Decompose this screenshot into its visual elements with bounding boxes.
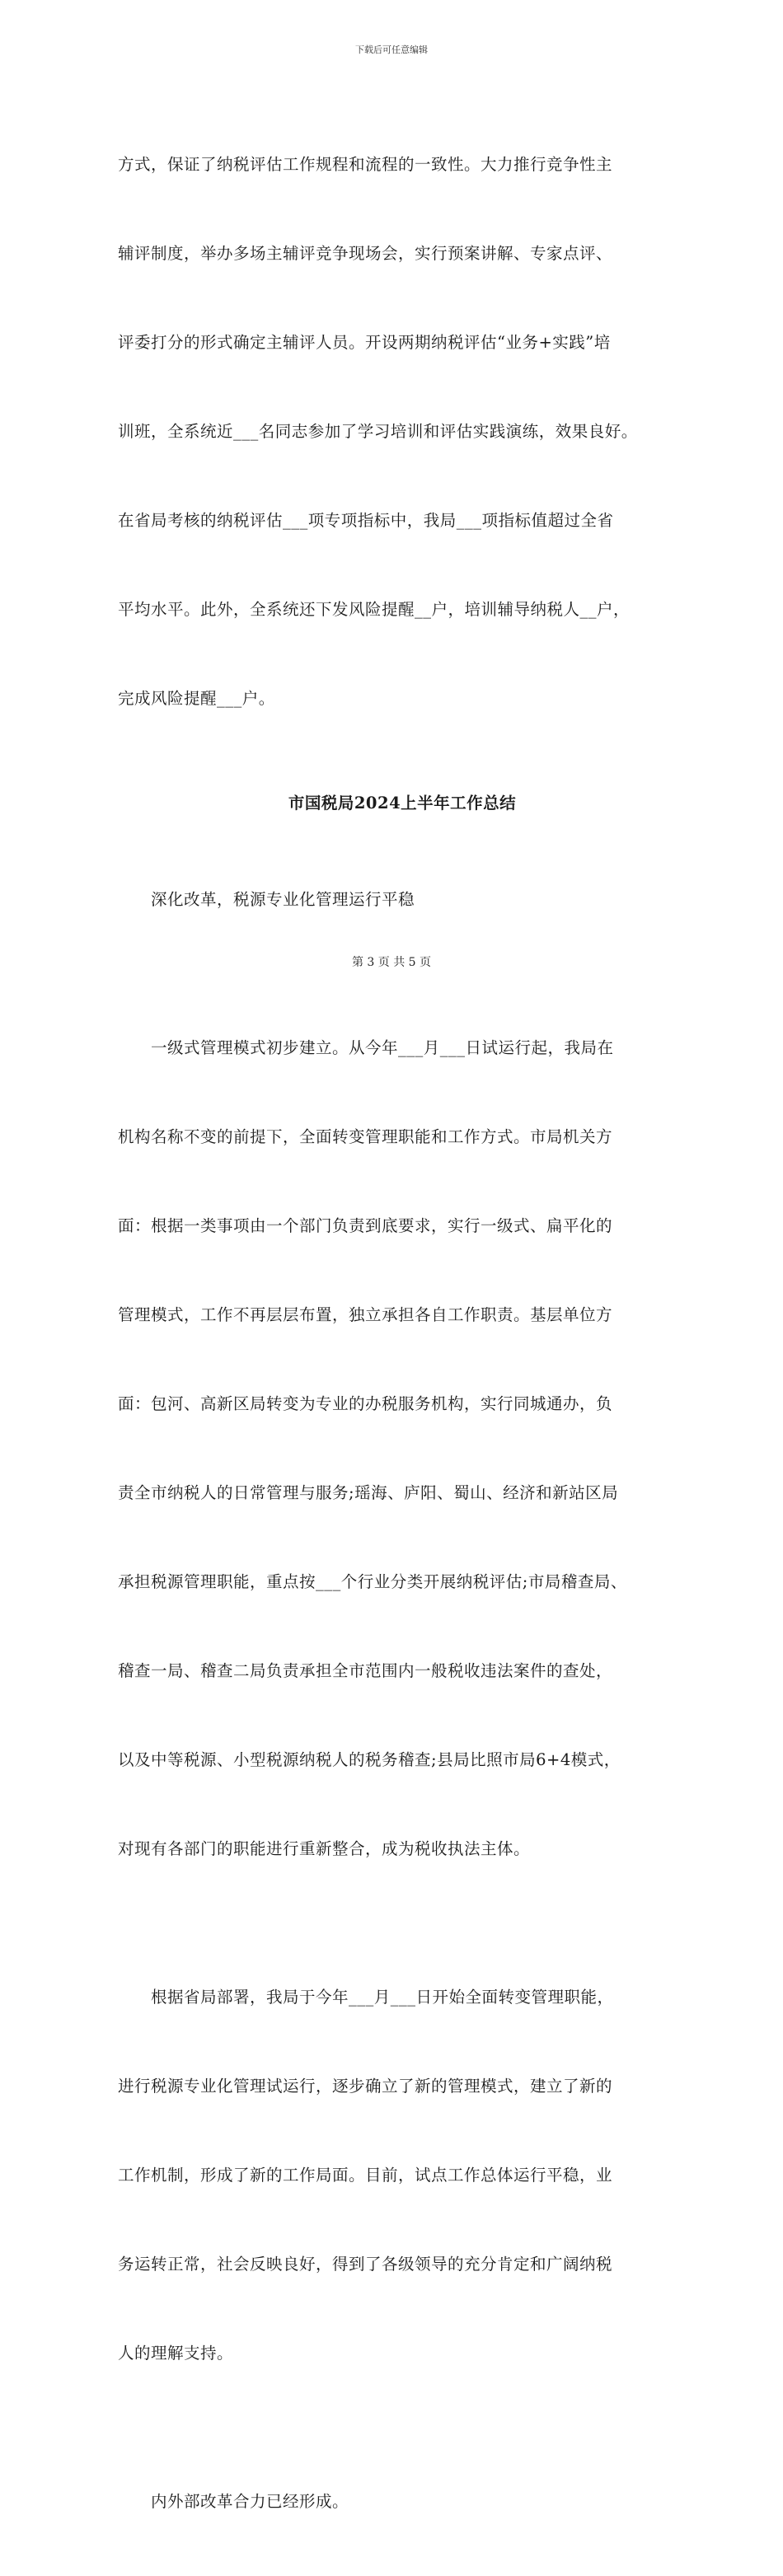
text-line: 完成风险提醒___户。: [118, 689, 275, 708]
text-line: 平均水平。此外，全系统还下发风险提醒__户，培训辅导纳税人__户，: [118, 600, 631, 619]
intro-paragraph: [118, 91, 687, 773]
text-line: 稽查一局、稽查二局负责承担全市范围内一般税收违法案件的查处，: [118, 1661, 613, 1680]
document-title: 市国税局2024上半年工作总结: [288, 794, 517, 813]
text-line: 面：包河、高新区局转变为专业的办税服务机构，实行同城通办，负: [118, 1394, 613, 1413]
text-line: 训班，全系统近___名同志参加了学习培训和评估实践演练，效果良好。: [118, 422, 638, 441]
text-line: 内外部改革合力已经形成。: [151, 2492, 349, 2511]
paragraph-1: [118, 974, 687, 1923]
page-header-note: 下载后可任意编辑: [355, 44, 428, 55]
text-line: 评委打分的形式确定主辅评人员。开设两期纳税评估“业务+实践”培: [118, 333, 611, 352]
text-line: 进行税源专业化管理试运行，逐步确立了新的管理模式，建立了新的: [118, 2077, 613, 2096]
text-line: 责全市纳税人的日常管理与服务;瑶海、庐阳、蜀山、经济和新站区局: [118, 1483, 619, 1502]
page-number: 第 3 页 共 5 页: [351, 956, 432, 969]
text-line: 方式，保证了纳税评估工作规程和流程的一致性。大力推行竞争性主: [118, 155, 613, 174]
text-line: 承担税源管理职能，重点按___个行业分类开展纳税评估;市局稽查局、: [118, 1572, 627, 1591]
text-line: 务运转正常，社会反映良好，得到了各级领导的充分肯定和广阔纳税: [118, 2255, 613, 2274]
text-line: 以及中等税源、小型税源纳税人的税务稽查;县局比照市局6+4模式，: [118, 1750, 621, 1769]
text-line: 管理模式，工作不再层层布置，独立承担各自工作职责。基层单位方: [118, 1305, 613, 1324]
text-line: 工作机制，形成了新的工作局面。目前，试点工作总体运行平稳，业: [118, 2166, 613, 2185]
text-line: 辅评制度，举办多场主辅评竞争现场会，实行预案讲解、专家点评、: [118, 244, 613, 263]
text-line: 根据省局部署，我局于今年___月___日开始全面转变管理职能，: [151, 1988, 614, 2007]
text-line: 面：根据一类事项由一个部门负责到底要求，实行一级式、扁平化的: [118, 1216, 613, 1235]
text-line: 人的理解支持。: [118, 2344, 234, 2363]
paragraph-2: [118, 1923, 687, 2428]
text-line: 对现有各部门的职能进行重新整合，成为税收执法主体。: [118, 1839, 531, 1858]
text-line: 在省局考核的纳税评估___项专项指标中，我局___项指标值超过全省: [118, 511, 614, 530]
text-line: 机构名称不变的前提下，全面转变管理职能和工作方式。市局机关方: [118, 1127, 613, 1146]
text-line: 一级式管理模式初步建立。从今年___月___日试运行起，我局在: [151, 1038, 614, 1057]
document-body: [118, 91, 687, 2576]
section-heading: 深化改革，税源专业化管理运行平稳: [151, 890, 415, 909]
paragraph-3: [118, 2428, 687, 2576]
section-heading-paragraph: [118, 826, 687, 974]
